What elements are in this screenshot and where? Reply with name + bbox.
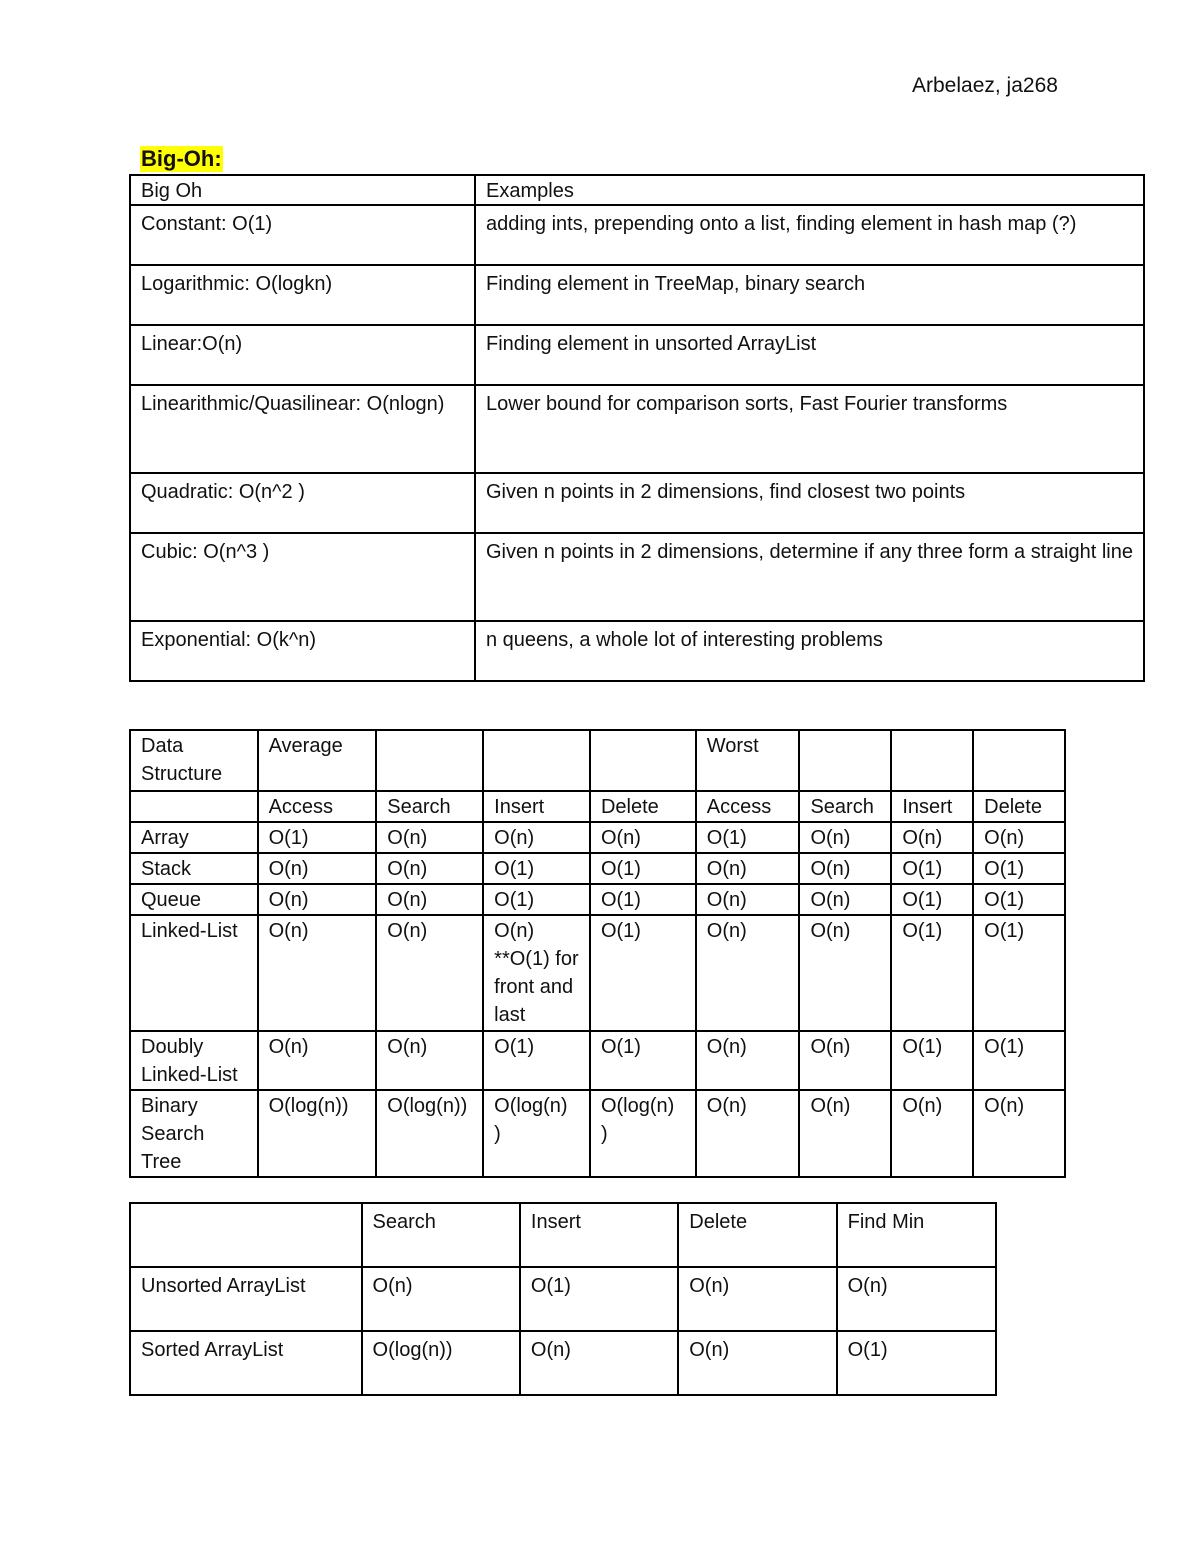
value-cell: O(n) — [376, 1031, 483, 1090]
complexity-cell: Cubic: O(n^3 ) — [130, 533, 475, 621]
value-cell: O(1) — [973, 915, 1065, 1031]
value-cell: O(n) — [696, 915, 800, 1031]
header-cell: Data Structure — [130, 730, 258, 791]
table-row — [130, 1031, 1065, 1090]
table-row — [130, 1090, 1065, 1177]
value-cell: O(1) — [891, 915, 973, 1031]
value-cell: O(n) — [891, 822, 973, 853]
header-cell — [130, 1203, 362, 1267]
table-row — [130, 853, 1065, 884]
value-cell: O(1) — [891, 884, 973, 915]
row-label-cell: Linked-List — [130, 915, 258, 1031]
value-cell: O(n) — [678, 1267, 836, 1331]
value-cell: O(1) — [696, 822, 800, 853]
value-cell: O(1) — [590, 884, 696, 915]
complexity-cell: Exponential: O(k^n) — [130, 621, 475, 681]
table-row — [130, 621, 1144, 681]
table-row — [130, 473, 1144, 533]
table-row — [130, 915, 1065, 1031]
value-cell: O(n) — [696, 1090, 800, 1177]
value-cell: O(n) — [891, 1090, 973, 1177]
value-cell: O(n) — [973, 822, 1065, 853]
header-cell: Average — [258, 730, 377, 791]
examples-cell: Given n points in 2 dimensions, find closest two points — [475, 473, 1144, 533]
value-cell: O(log(n)) — [376, 1090, 483, 1177]
header-cell: Delete — [678, 1203, 836, 1267]
header-cell: Search — [799, 791, 891, 822]
arraylist-complexity-table — [129, 1202, 997, 1396]
header-cell — [376, 730, 483, 791]
table-row — [130, 205, 1144, 265]
value-cell: O(n) — [973, 1090, 1065, 1177]
value-cell: O(n) — [799, 884, 891, 915]
header-cell-examples: Examples — [475, 175, 1144, 205]
value-cell: O(1) — [973, 884, 1065, 915]
value-cell: O(n) — [696, 1031, 800, 1090]
examples-cell: adding ints, prepending onto a list, finding element in hash map (?) — [475, 205, 1144, 265]
value-cell: O(n) — [837, 1267, 996, 1331]
complexity-cell: Constant: O(1) — [130, 205, 475, 265]
section-title-highlighted: Big-Oh: — [141, 146, 222, 171]
value-cell: O(1) — [891, 1031, 973, 1090]
value-cell: O(n) — [696, 853, 800, 884]
value-cell: O(n) — [696, 884, 800, 915]
value-cell: O(n) — [590, 822, 696, 853]
header-cell: Access — [258, 791, 377, 822]
value-cell: O(1) — [590, 915, 696, 1031]
examples-cell: Finding element in unsorted ArrayList — [475, 325, 1144, 385]
header-cell: Delete — [973, 791, 1065, 822]
row-label-cell: Array — [130, 822, 258, 853]
table-row — [130, 1331, 996, 1395]
value-cell: O(1) — [520, 1267, 678, 1331]
row-label-cell: Stack — [130, 853, 258, 884]
table-row — [130, 1267, 996, 1331]
big-oh-table — [129, 174, 1145, 682]
header-cell-big-oh: Big Oh — [130, 175, 475, 205]
value-cell: O(n) — [376, 884, 483, 915]
value-cell: O(n) — [376, 915, 483, 1031]
group-header-row — [130, 730, 1065, 791]
table-row — [130, 385, 1144, 473]
value-cell: O(log(n)) — [362, 1331, 520, 1395]
value-cell: O(log(n) ) — [590, 1090, 696, 1177]
examples-cell: Lower bound for comparison sorts, Fast Fourier transforms — [475, 385, 1144, 473]
row-label-cell: Binary Search Tree — [130, 1090, 258, 1177]
value-cell: O(n) — [799, 1031, 891, 1090]
value-cell: O(1) — [837, 1331, 996, 1395]
value-cell: O(1) — [590, 853, 696, 884]
complexity-cell: Linear:O(n) — [130, 325, 475, 385]
header-cell — [891, 730, 973, 791]
value-cell: O(1) — [590, 1031, 696, 1090]
value-cell: O(n) — [258, 915, 377, 1031]
value-cell: O(n) — [258, 853, 377, 884]
value-cell: O(n) — [799, 1090, 891, 1177]
examples-cell: Given n points in 2 dimensions, determine if any three form a straight line — [475, 533, 1144, 621]
value-cell: O(log(n)) — [258, 1090, 377, 1177]
examples-cell: n queens, a whole lot of interesting problems — [475, 621, 1144, 681]
row-label-cell: Queue — [130, 884, 258, 915]
value-cell: O(1) — [258, 822, 377, 853]
value-cell: O(n) — [376, 853, 483, 884]
author-name: Arbelaez, ja268 — [912, 74, 1058, 97]
row-label-cell: Doubly Linked-List — [130, 1031, 258, 1090]
header-cell: Search — [376, 791, 483, 822]
value-cell: O(n) — [483, 822, 590, 853]
value-cell: O(1) — [973, 853, 1065, 884]
table-row — [130, 325, 1144, 385]
value-cell: O(n) — [799, 915, 891, 1031]
header-cell: Find Min — [837, 1203, 996, 1267]
table-row — [130, 822, 1065, 853]
operation-header-row — [130, 791, 1065, 822]
table-row — [130, 265, 1144, 325]
complexity-cell: Linearithmic/Quasilinear: O(nlogn) — [130, 385, 475, 473]
data-structure-complexity-table — [129, 729, 1066, 1178]
header-cell — [799, 730, 891, 791]
row-label-cell: Unsorted ArrayList — [130, 1267, 362, 1331]
value-cell: O(n) — [520, 1331, 678, 1395]
header-cell: Access — [696, 791, 800, 822]
value-cell: O(n) — [258, 884, 377, 915]
value-cell: O(1) — [891, 853, 973, 884]
value-cell: O(n) — [376, 822, 483, 853]
value-cell: O(n) — [678, 1331, 836, 1395]
complexity-cell: Quadratic: O(n^2 ) — [130, 473, 475, 533]
header-cell: Delete — [590, 791, 696, 822]
table-row — [130, 533, 1144, 621]
value-cell: O(1) — [973, 1031, 1065, 1090]
header-cell: Insert — [891, 791, 973, 822]
header-cell: Worst — [696, 730, 800, 791]
value-cell: O(n) — [362, 1267, 520, 1331]
header-cell: Insert — [520, 1203, 678, 1267]
header-cell — [130, 791, 258, 822]
value-cell: O(n) — [799, 822, 891, 853]
value-cell: O(1) — [483, 1031, 590, 1090]
header-cell — [973, 730, 1065, 791]
header-cell: Search — [362, 1203, 520, 1267]
complexity-cell: Logarithmic: O(logkn) — [130, 265, 475, 325]
value-cell: O(n) **O(1) for front and last — [483, 915, 590, 1031]
value-cell: O(n) — [258, 1031, 377, 1090]
table-header-row — [130, 1203, 996, 1267]
row-label-cell: Sorted ArrayList — [130, 1331, 362, 1395]
header-cell: Insert — [483, 791, 590, 822]
header-cell — [483, 730, 590, 791]
table-row — [130, 884, 1065, 915]
examples-cell: Finding element in TreeMap, binary search — [475, 265, 1144, 325]
value-cell: O(1) — [483, 853, 590, 884]
table-header-row — [130, 175, 1144, 205]
value-cell: O(1) — [483, 884, 590, 915]
value-cell: O(log(n) ) — [483, 1090, 590, 1177]
header-cell — [590, 730, 696, 791]
value-cell: O(n) — [799, 853, 891, 884]
